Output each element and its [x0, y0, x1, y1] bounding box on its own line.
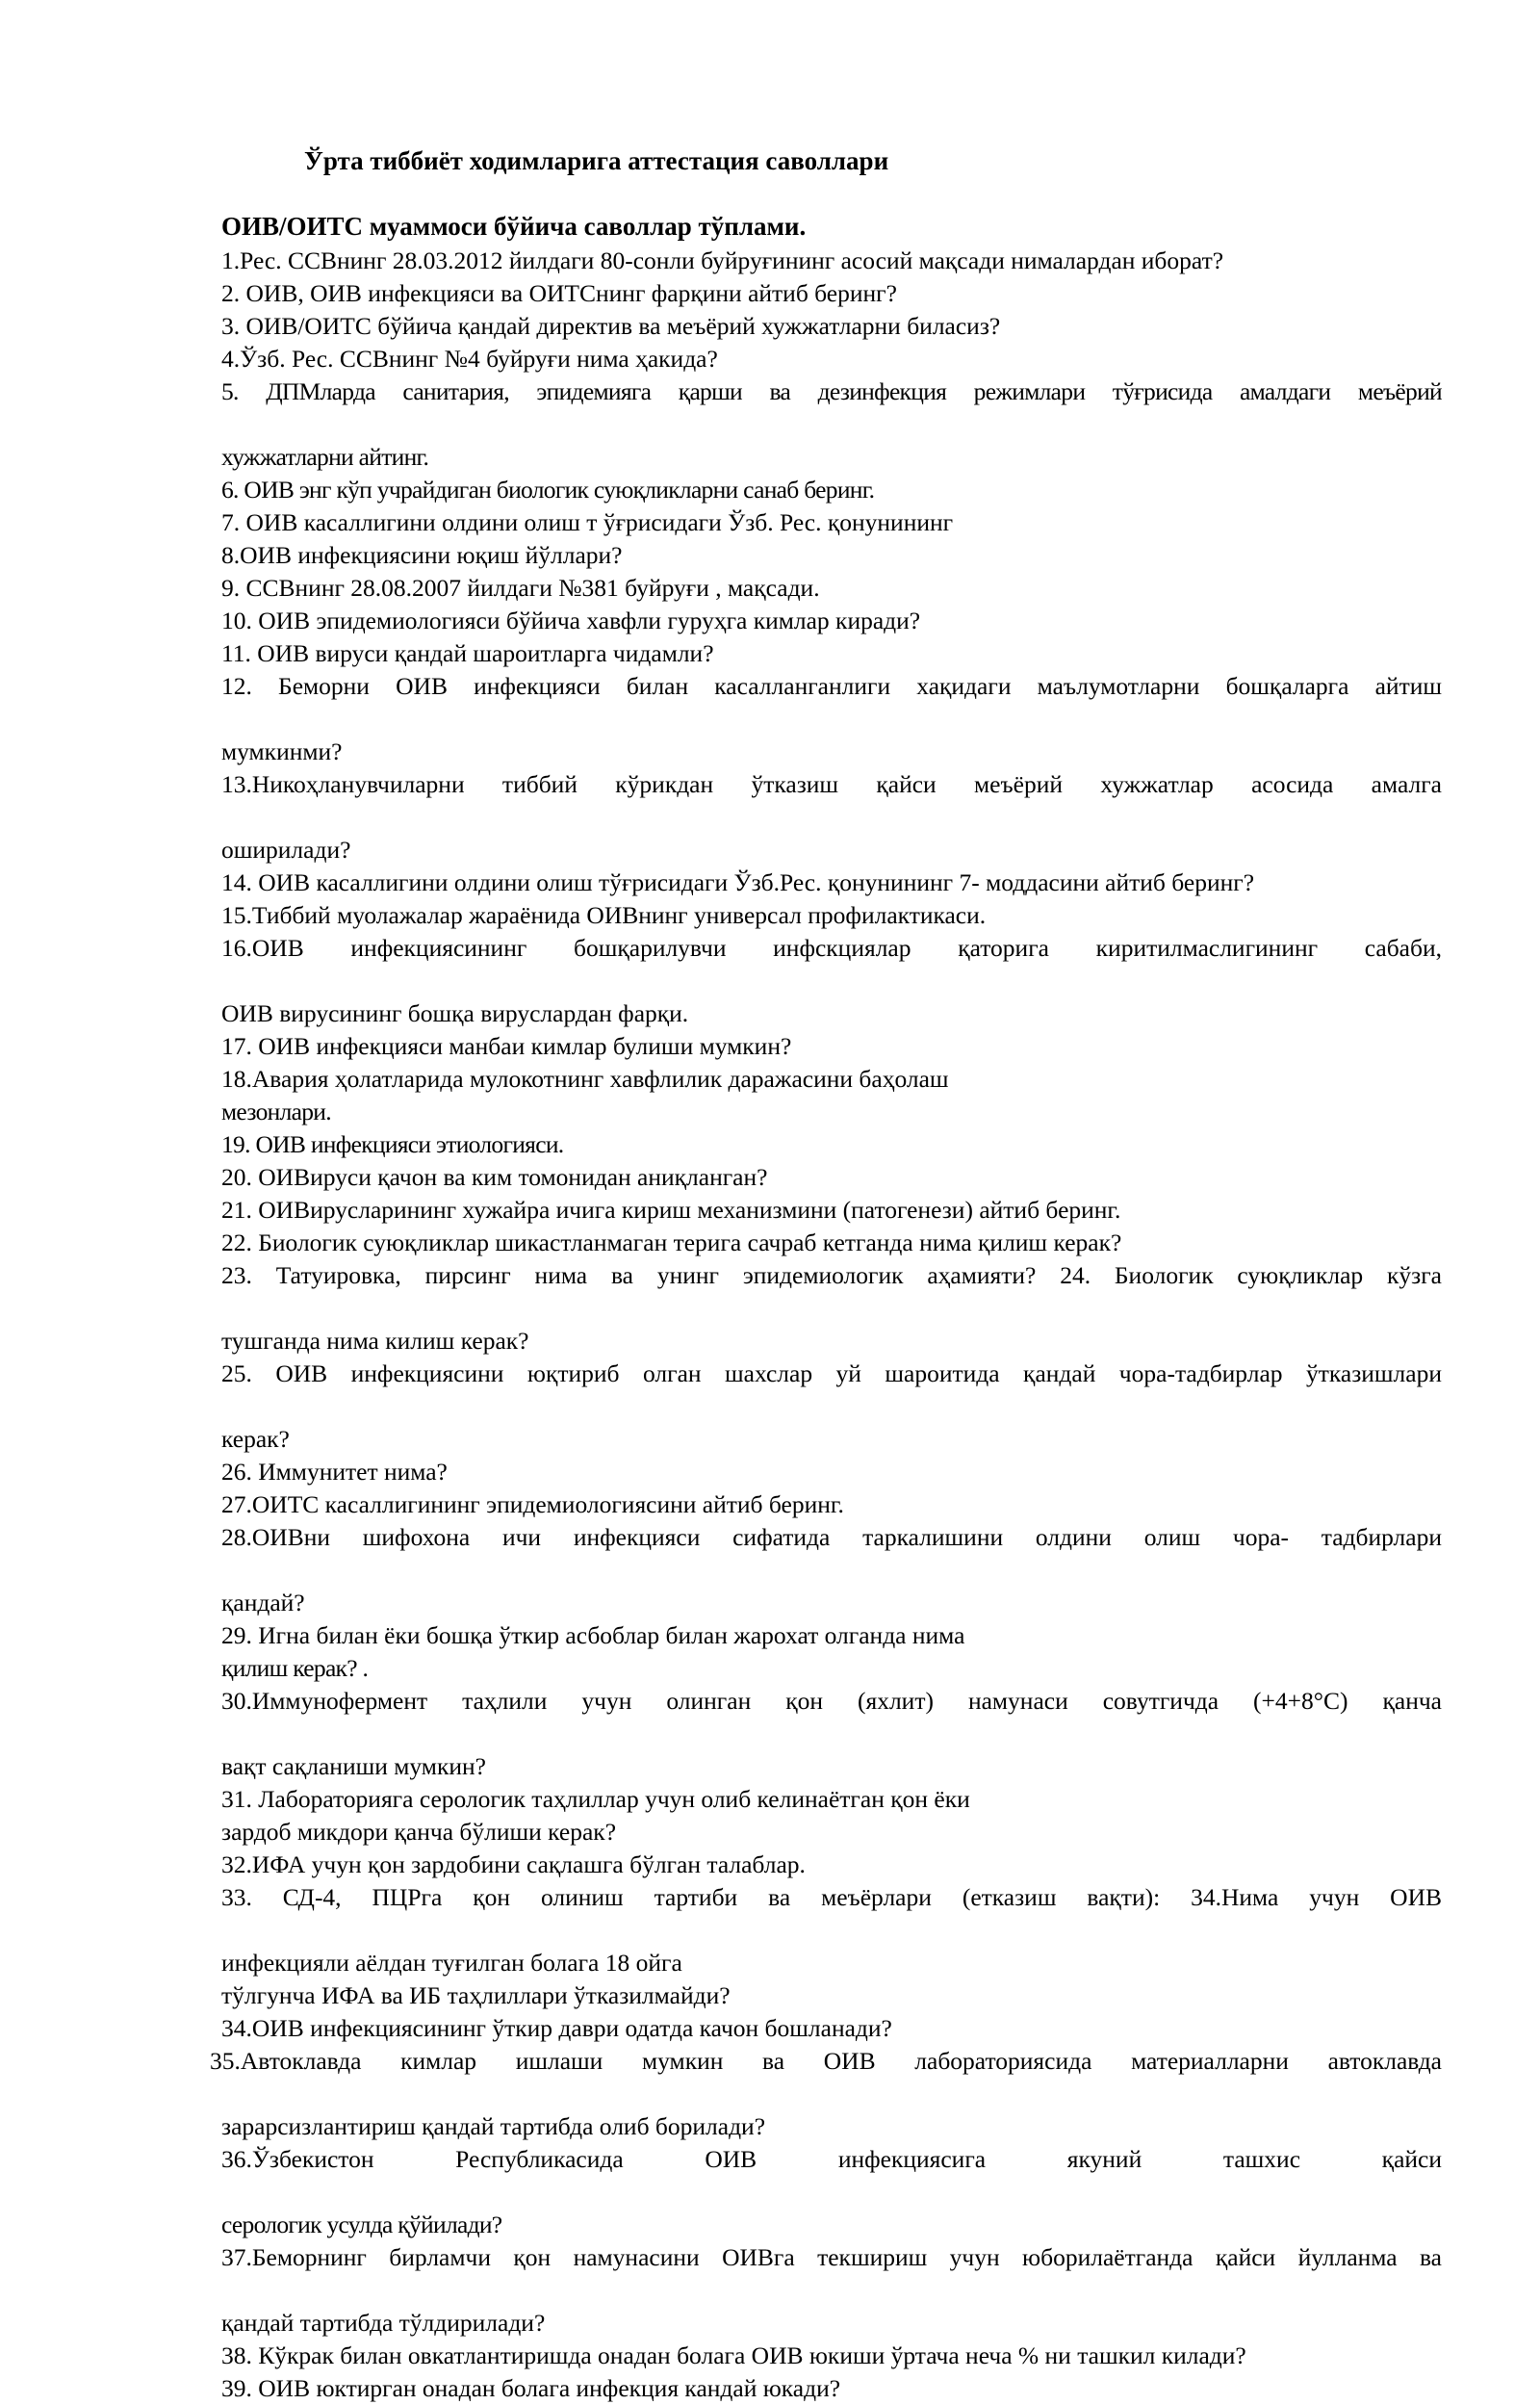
question-line: 27.ОИТС касаллигининг эпидемиологиясини айтиб беринг.: [221, 1490, 844, 1518]
question-line: 15.Тиббий муолажалар жараёнида ОИВнинг универсал профилактикаси.: [221, 901, 987, 929]
question-line: 4.Ўзб. Рес. ССВнинг №4 буйруғи нима ҳакида?: [221, 345, 718, 373]
question-list: [210, 245, 1442, 2405]
question-line: 1.Рес. ССВнинг 28.03.2012 йилдаги 80-сонли буйруғининг асосий мақсади нималардан иборат?: [221, 246, 1224, 274]
question-line: 9. ССВнинг 28.08.2007 йилдаги №381 буйруғи , мақсади.: [221, 574, 820, 602]
question-line: тушганда нима килиш керак?: [221, 1327, 529, 1355]
question-line: 38. Кўкрак билан овкатлантиришда онадан болага ОИВ юкиши ўртача неча % ни ташкил килади?: [221, 2341, 1246, 2369]
question-line: 8.ОИВ инфекциясини юқиш йўллари?: [221, 541, 623, 569]
question-line: вақт сақланиши мумкин?: [221, 1752, 486, 1780]
document-subtitle: ОИВ/ОИТС муаммоси бўйича саволлар тўплами.: [221, 212, 807, 241]
question-line: зарарсизлантириш қандай тартибда олиб борилади?: [221, 2112, 766, 2140]
question-line: 28.ОИВни шифохона ичи инфекцияси сифатида таркалишини олдини олиш чора- тадбирлари: [221, 1523, 1442, 1551]
question-line: тўлгунча ИФА ва ИБ таҳлиллари ўтказилмайди?: [221, 1981, 731, 2009]
question-line: 36.Ўзбекистон Республикасида ОИВ инфекциясига якуний ташхис қайси: [221, 2145, 1442, 2173]
question-line: 25. ОИВ инфекциясини юқтириб олган шахслар уй шароитида қандай чора-тадбирлар ўтказишлари: [221, 1359, 1442, 1387]
question-line: зардоб микдори қанча бўлиши керак?: [221, 1818, 617, 1846]
question-line: 16.ОИВ инфекциясининг бошқарилувчи инфскциялар қаторига киритилмаслигининг сабаби,: [221, 934, 1442, 962]
question-line: 5. ДПМларда санитария, эпидемияга қарши ва дезинфекция режимлари тўғрисида амалдаги меъёрий: [221, 377, 1442, 405]
question-line: 37.Беморнинг бирламчи қон намунасини ОИВга текшириш учун юборилаётганда қайси йулланма ва: [221, 2243, 1442, 2271]
question-line: инфекцияли аёлдан туғилган болага 18 ойга: [221, 1949, 682, 1977]
question-line: 34.ОИВ инфекциясининг ўткир даври одатда качон бошланади?: [221, 2014, 892, 2042]
question-line: оширилади?: [221, 836, 351, 864]
question-line: 3. ОИВ/ОИТС бўйича қандай директив ва меъёрий хужжатларни биласиз?: [221, 312, 1001, 340]
question-line: 32.ИФА учун қон зардобини сақлашга бўлган талаблар.: [221, 1850, 806, 1878]
question-line: 2. ОИВ, ОИВ инфекцияси ва ОИТСнинг фарқини айтиб беринг?: [221, 279, 897, 307]
question-line: хужжатларни айтинг.: [221, 443, 429, 471]
question-line: 12. Беморни ОИВ инфекцияси билан касалланганлиги хақидаги маълумотларни бошқаларга айтиш: [221, 672, 1442, 700]
question-line: 31. Лабораторияга серологик таҳлиллар учун олиб келинаётган қон ёки: [221, 1785, 970, 1813]
question-line: мумкинми?: [221, 737, 343, 765]
question-line: қандай?: [221, 1589, 305, 1616]
question-line: 19. ОИВ инфекцияси этиологияси.: [221, 1130, 564, 1158]
question-line: 10. ОИВ эпидемиологияси бўйича хавфли гуруҳга кимлар киради?: [221, 607, 921, 634]
question-line: қилиш керак? .: [221, 1654, 369, 1682]
question-line: 6. ОИВ энг кўп учрайдиган биологик суюқликларни санаб беринг.: [221, 476, 875, 504]
question-line: 17. ОИВ инфекцияси манбаи кимлар булиши мумкин?: [221, 1032, 792, 1060]
question-line: 39. ОИВ юктирган онадан болага инфекция кандай юкади?: [221, 2374, 841, 2402]
document-title: Ўрта тиббиёт ходимларига аттестация саволлари: [304, 146, 889, 175]
question-line: 29. Игна билан ёки бошқа ўткир асбоблар билан жарохат олганда нима: [221, 1621, 965, 1649]
question-line: қандай тартибда тўлдирилади?: [221, 2309, 546, 2337]
question-line: 13.Никоҳланувчиларни тиббий кўрикдан ўтказиш қайси меъёрий хужжатлар асосида амалга: [221, 770, 1442, 798]
question-line: 26. Иммунитет нима?: [221, 1458, 448, 1486]
question-line: 18.Авария ҳолатларида мулокотнинг хавфлилик даражасини баҳолаш: [221, 1065, 949, 1093]
question-line: 23. Татуировка, пирсинг нима ва унинг эпидемиологик аҳамияти? 24. Биологик суюқликлар кўзга: [221, 1261, 1442, 1289]
question-line: 14. ОИВ касаллигини олдини олиш тўғрисидаги Ўзб.Рес. қонунининг 7- моддасини айтиб беринг?: [221, 868, 1255, 896]
question-line: 30.Иммунофермент таҳлили учун олинган қон (яхлит) намунаси совутгичда (+4+8°С) қанча: [221, 1687, 1442, 1715]
question-line: серологик усулда қўйилади?: [221, 2211, 502, 2238]
question-line: мезонлари.: [221, 1098, 331, 1125]
question-line: керак?: [221, 1425, 290, 1453]
question-line: 21. ОИВирусларининг хужайра ичига кириш механизмини (патогенези) айтиб беринг.: [221, 1196, 1121, 1224]
question-line: 20. ОИВируси қачон ва ким томонидан аниқланган?: [221, 1163, 768, 1191]
question-line: 11. ОИВ вируси қандай шароитларга чидамли?: [221, 639, 714, 667]
question-line: 7. ОИВ касаллигини олдини олиш т ўғрисидаги Ўзб. Рес. қонунининг: [221, 508, 954, 536]
question-line: 33. СД-4, ПЦРга қон олиниш тартиби ва меъёрлари (етказиш вақти): 34.Нима учун ОИВ: [221, 1883, 1442, 1911]
question-line: 35.Автоклавда кимлар ишлаши мумкин ва ОИВ лабораториясида материалларни автоклавда: [210, 2047, 1442, 2075]
question-line: 22. Биологик суюқликлар шикастланмаган терига сачраб кетганда нима қилиш керак?: [221, 1228, 1122, 1256]
question-line: ОИВ вирусининг бошқа вируслардан фарқи.: [221, 999, 689, 1027]
